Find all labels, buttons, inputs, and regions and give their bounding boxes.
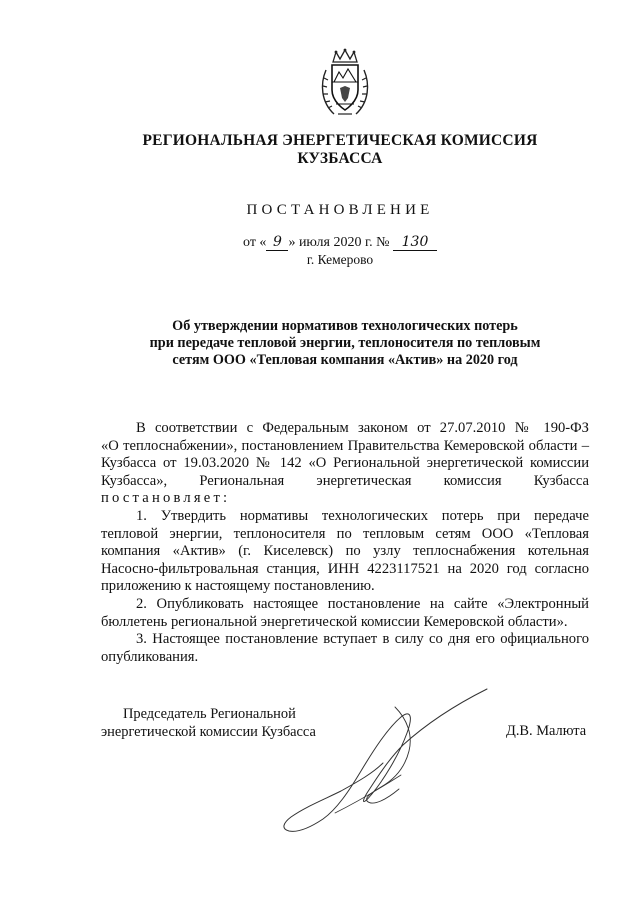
subject-line: при передаче тепловой энергии, теплоносителя по тепловым (149, 335, 541, 351)
handwritten-document-number: 130 (393, 234, 437, 251)
body-line: 2. Опубликовать настоящее постановление на сайте «Электронный (136, 595, 589, 612)
subject-line: Об утверждении нормативов технологических потерь (172, 318, 518, 334)
document-city: г. Кемерово (306, 252, 374, 267)
handwritten-day: 9 (266, 234, 288, 251)
date-prefix: от « (243, 235, 267, 250)
subject-line: сетям ООО «Тепловая компания «Актив» на 2020 год (172, 352, 518, 368)
body-line: Насосно-фильтровальная станция, ИНН 4223117521 на 2020 год согласно (101, 560, 589, 577)
coat-of-arms-icon (318, 48, 372, 120)
body-line: 3. Настоящее постановление вступает в силу со дня его официального (136, 631, 589, 648)
body-line: компания «Актив» (г. Киселевск) по узлу теплоснабжения котельная (101, 543, 589, 560)
decrees-word: постановляет: (101, 490, 231, 507)
organization-name-line2: КУЗБАССА (297, 150, 383, 167)
body-line: бюллетень региональной энергетической комиссии Кемеровской области». (101, 613, 568, 630)
body-line: приложению к настоящему постановлению. (101, 578, 375, 595)
position-line: Председатель Региональной (123, 706, 296, 722)
body-line: 1. Утвердить нормативы технологических потерь при передаче (136, 507, 589, 524)
document-date-line (243, 234, 437, 251)
body-line: опубликования. (101, 648, 199, 665)
signatory-name: Д.В. Малюта (506, 723, 587, 739)
body-line: В соответствии с Федеральным законом от 27.07.2010 № 190-ФЗ (136, 420, 589, 436)
body-line: «О теплоснабжении», постановлением Правительства Кемеровской области – (101, 437, 589, 454)
date-middle: » июля 2020 г. № (288, 235, 390, 250)
body-line: Кузбасса от 19.03.2020 № 142 «О Региональной энергетической комиссии (101, 455, 589, 472)
document-type-title: ПОСТАНОВЛЕНИЕ (246, 202, 434, 218)
handwritten-signature (275, 685, 490, 835)
body-line: тепловой энергии, теплоносителя по тепловым сетям ООО «Тепловая (101, 525, 589, 542)
document-body (101, 420, 589, 666)
position-line: энергетической комиссии Кузбасса (101, 724, 316, 740)
document-subject (110, 318, 580, 369)
organization-name-line1: РЕГИОНАЛЬНАЯ ЭНЕРГЕТИЧЕСКАЯ КОМИССИЯ (142, 132, 538, 149)
body-line: Кузбасса», Региональная энергетическая комиссия Кузбасса (101, 472, 589, 489)
